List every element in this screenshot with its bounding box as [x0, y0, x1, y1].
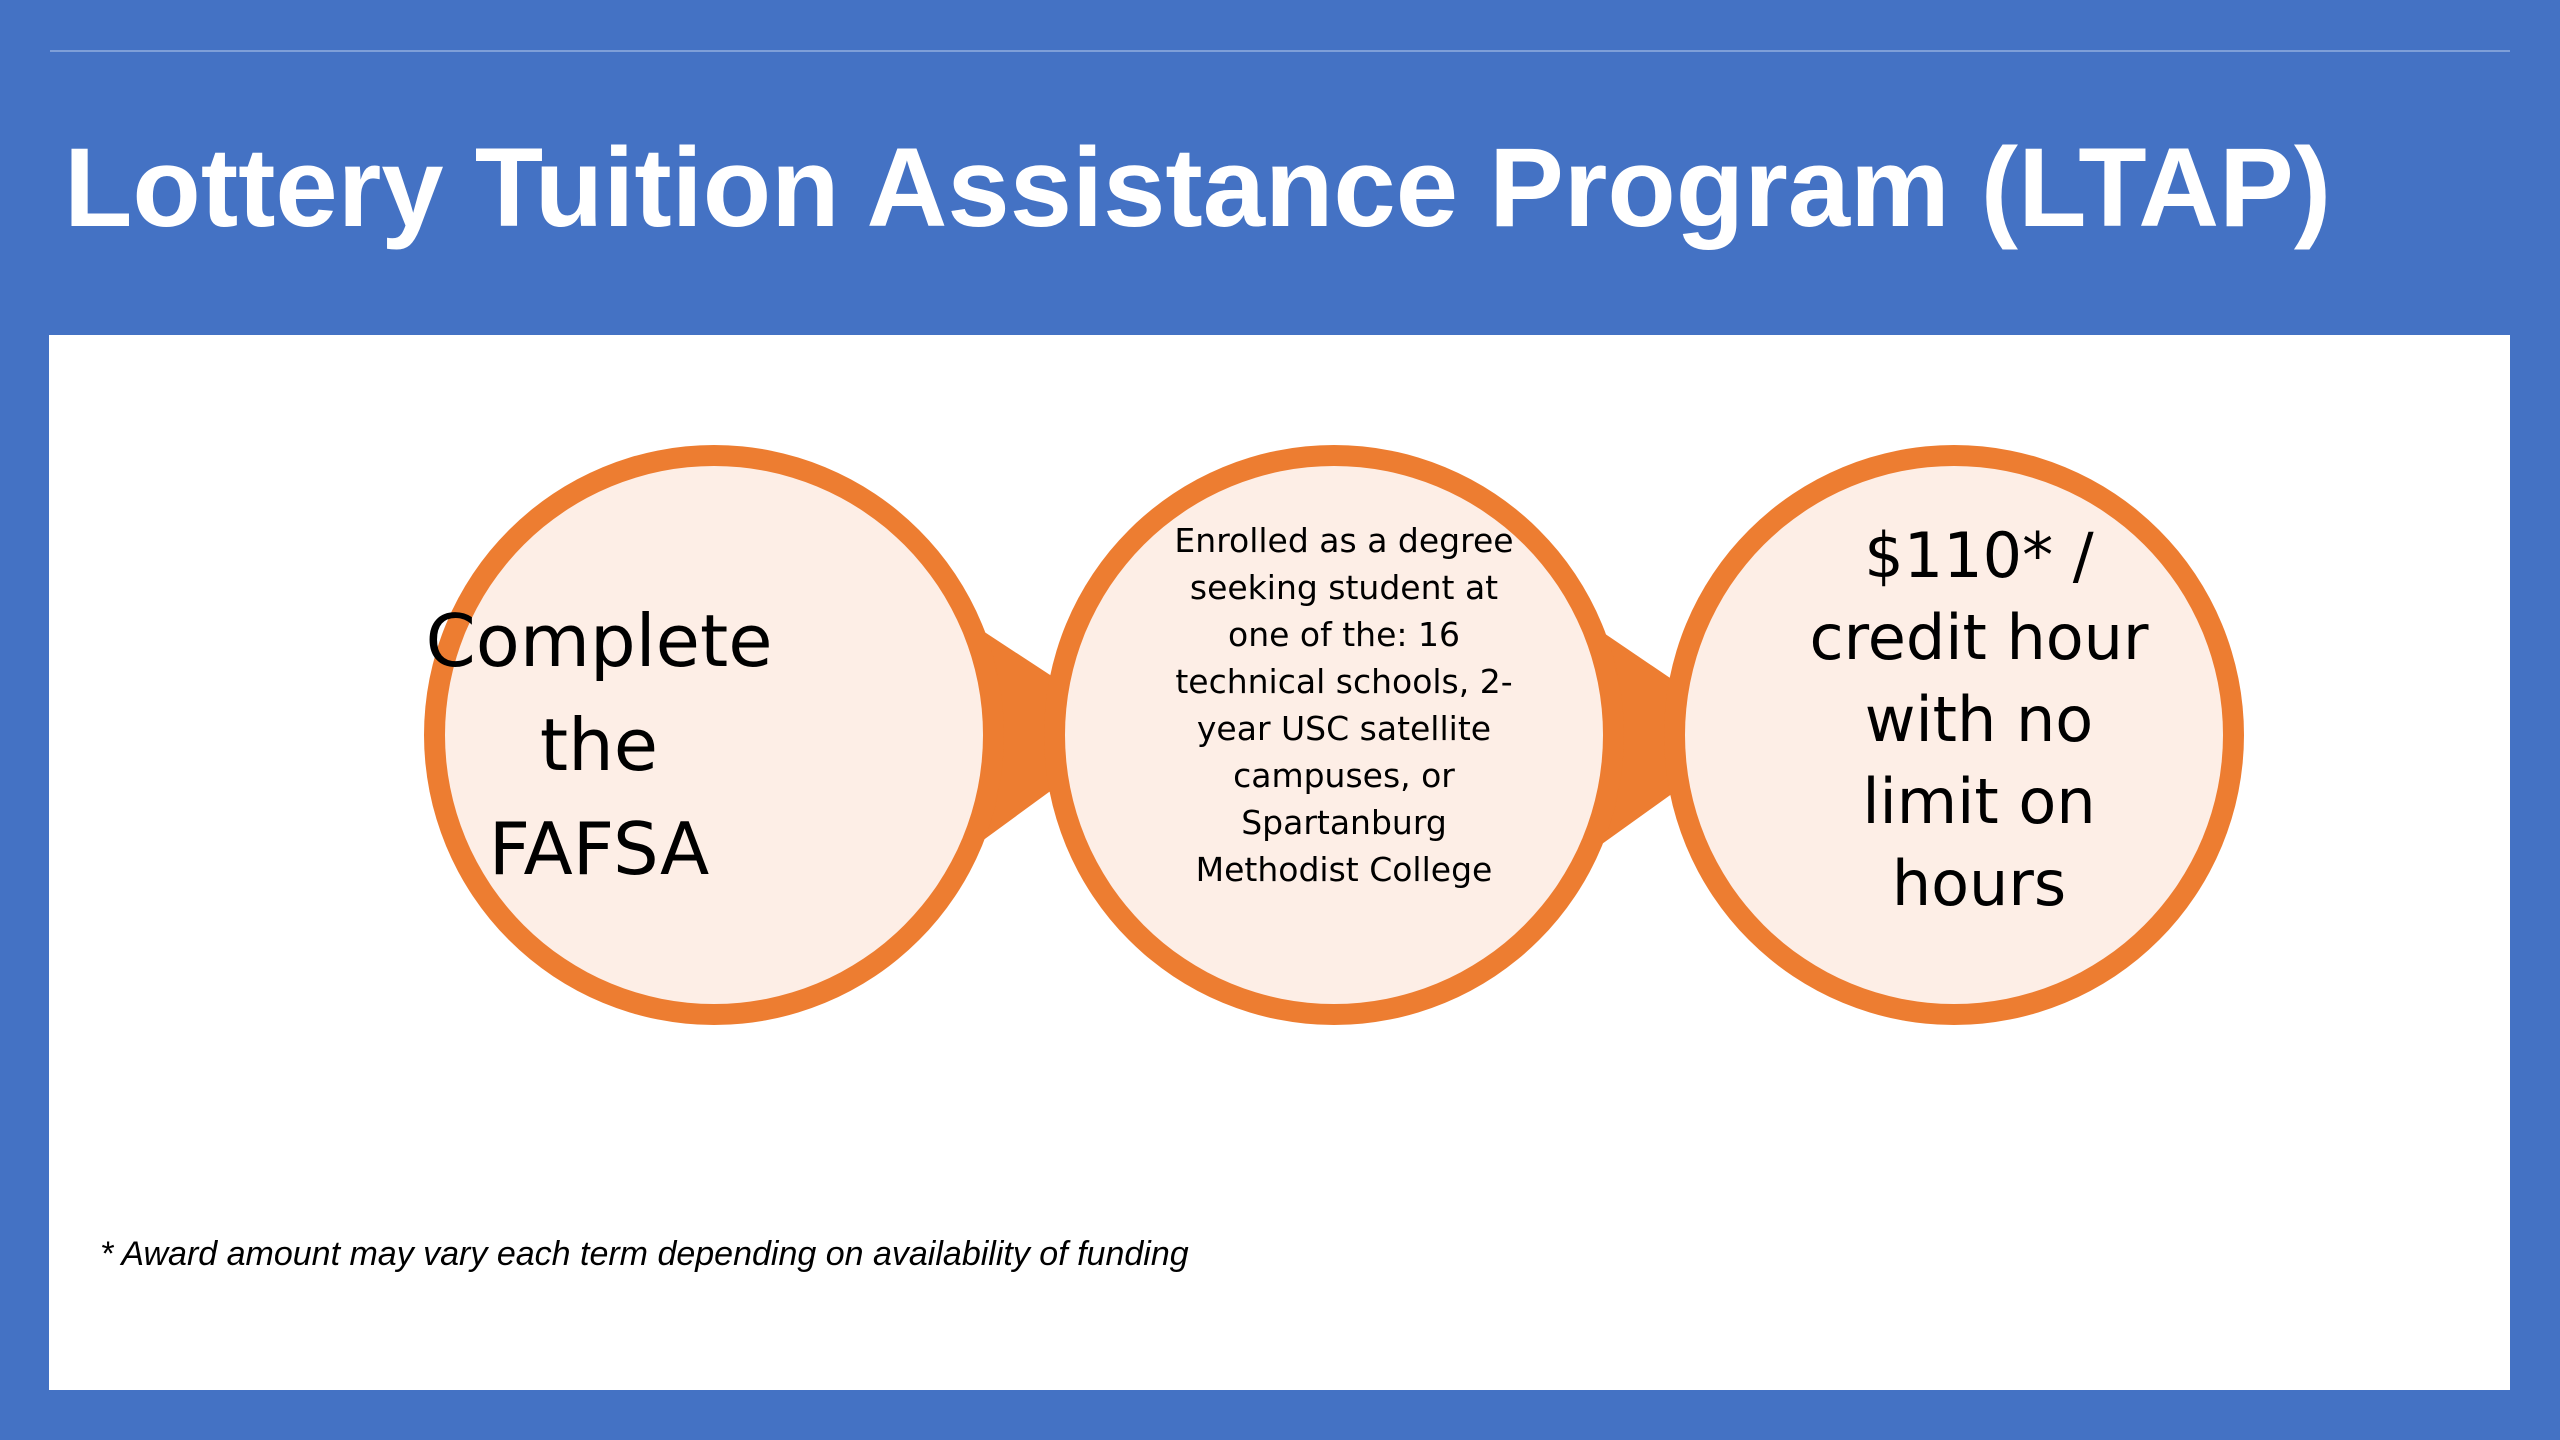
content-panel [49, 335, 2510, 1390]
step-2-text: Enrolled as a degree seeking student at one of the: 16 technical schools, 2- year USC satellite campuses, or Spartanburg Methodist College [1174, 521, 1514, 889]
footnote: * Award amount may vary each term depending on availability of funding [100, 1235, 1189, 1273]
step-1-text: Complete the FAFSA [425, 599, 773, 891]
step-3-text: $110* / credit hour with no limit on hours [1809, 519, 2149, 920]
title-divider [50, 50, 2510, 52]
slide-title: Lottery Tuition Assistance Program (LTAP) [64, 125, 2332, 250]
